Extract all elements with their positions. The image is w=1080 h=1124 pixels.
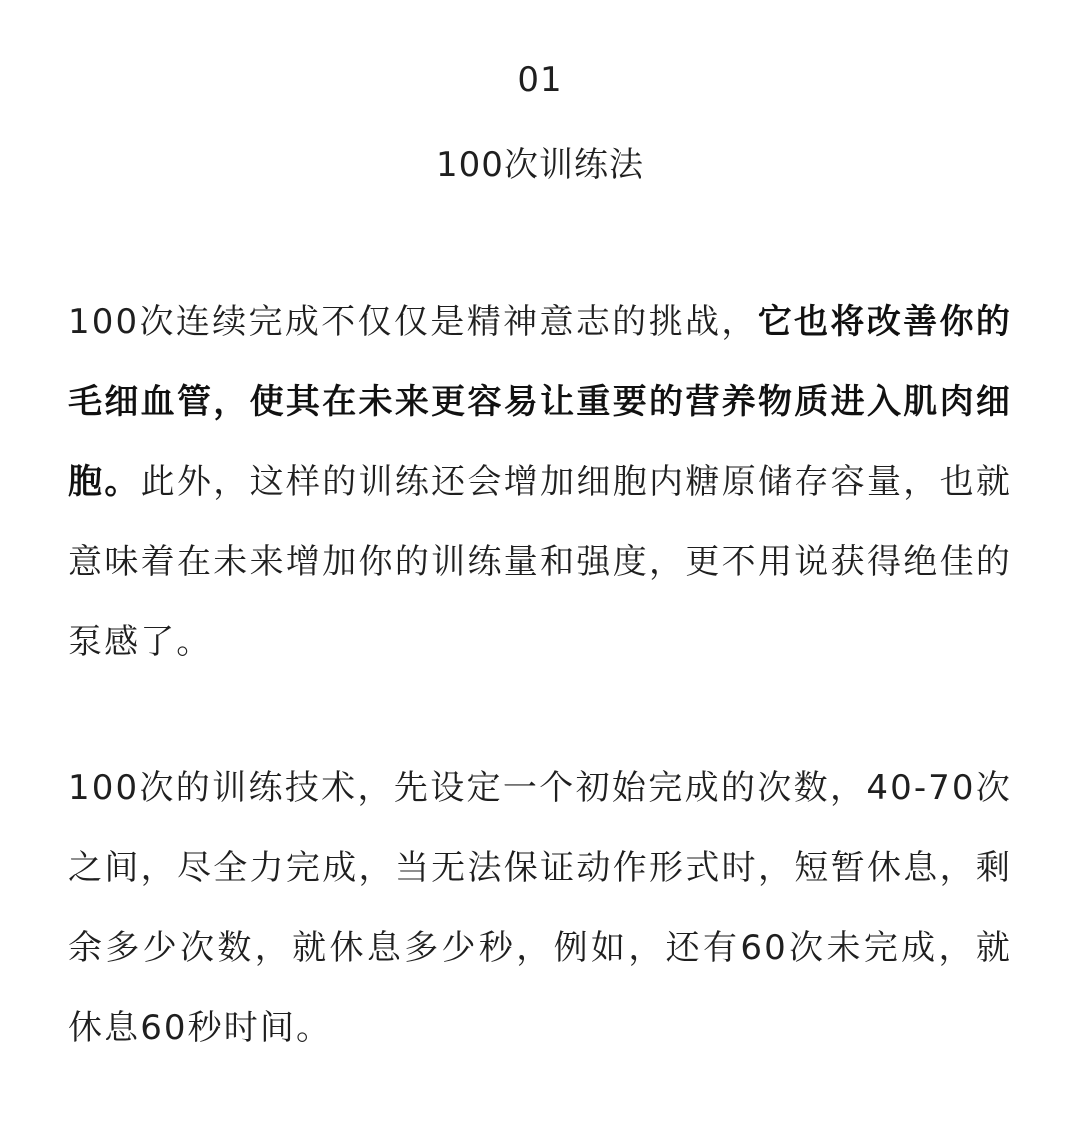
paragraph-bold-highlight: 它也将改善你的毛细血管，使其在未来更容易让重要的营养物质进入肌肉细胞。 xyxy=(68,302,1012,502)
section-title: 100次训练法 xyxy=(436,145,644,185)
section-number: 01 xyxy=(517,60,563,100)
paragraph-training-technique: 100次的训练技术，先设定一个初始完成的次数，40-70次之间，尽全力完成，当无法保证动作形式时，短暂休息，剩余多少次数，就休息多少秒，例如，还有60次未完成，就休息60秒时间。 xyxy=(68,768,1012,1048)
paragraph-tail-text: 此外，这样的训练还会增加细胞内糖原储存容量，也就意味着在未来增加你的训练量和强度，更不用说获得绝佳的泵感了。 xyxy=(68,462,1012,662)
paragraph-lead-text: 100次连续完成不仅仅是精神意志的挑战， xyxy=(68,302,758,342)
paragraph-capillary-benefits xyxy=(68,282,1012,682)
